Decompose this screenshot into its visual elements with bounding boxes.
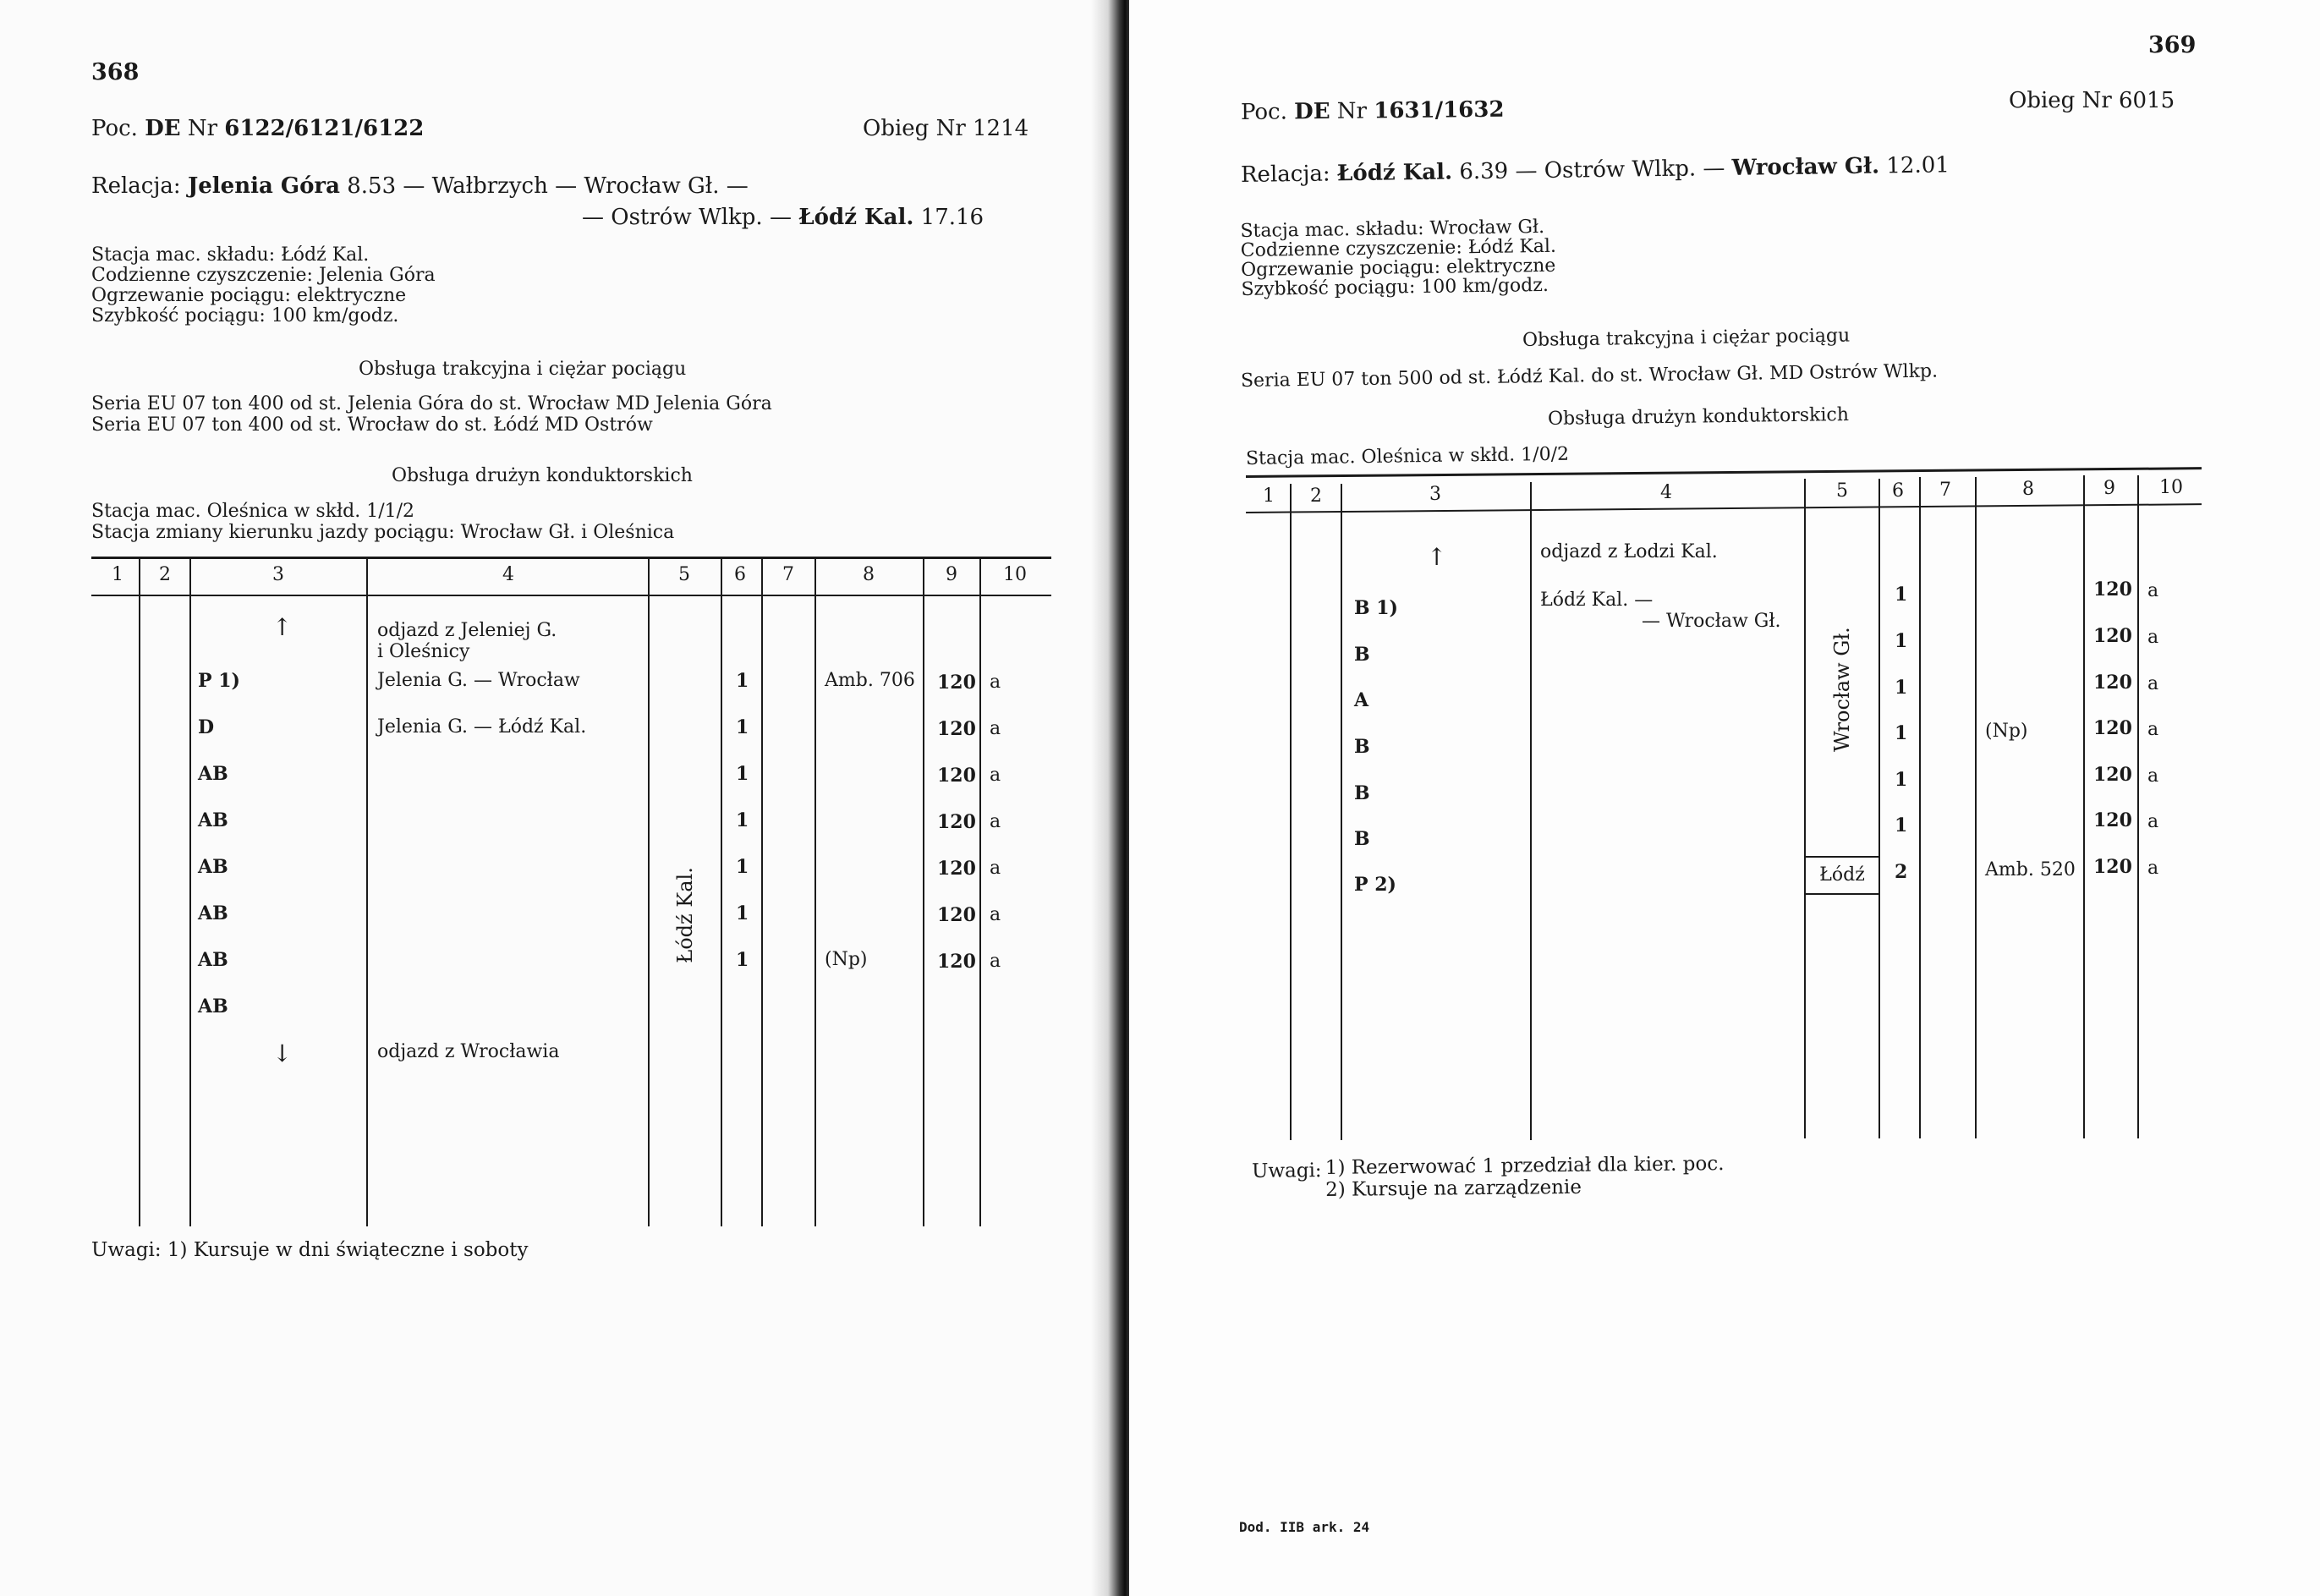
car-code: a: [990, 904, 1001, 925]
relacja-from: Łódź Kal.: [1336, 159, 1453, 187]
relacja-from: Jelenia Góra: [187, 173, 340, 199]
train-nr-label: Nr: [187, 116, 218, 141]
car-count: 1: [736, 670, 749, 692]
col5-station-box: Łódź: [1806, 856, 1878, 895]
crew-heading-left: Obsługa drużyn konduktorskich: [392, 465, 693, 486]
train-header-right: [1241, 97, 1505, 125]
right-page: [1129, 0, 2320, 1596]
crew-heading-right: Obsługa drużyn konduktorskich: [1547, 404, 1850, 430]
traction-line-right: Seria EU 07 ton 500 od st. Łódź Kal. do st. Wrocław Gł. MD Ostrów Wlkp.: [1240, 360, 1939, 392]
relacja-to: Łódź Kal.: [798, 205, 914, 230]
page-number-right: 369: [2148, 32, 2197, 58]
car-note: (Np): [1985, 721, 2028, 742]
info-line: Codzienne czyszczenie: Łódź Kal.: [1240, 235, 1557, 261]
car-code: a: [990, 765, 1001, 786]
traction-heading-left: Obsługa trakcyjna i ciężar pociągu: [359, 359, 687, 380]
info-line: Ogrzewanie pociągu: elektryczne: [1240, 255, 1556, 281]
car-count: 1: [1895, 769, 1908, 791]
car-speed: 120: [937, 672, 976, 694]
traction-line: Seria EU 07 ton 400 od st. Jelenia Góra do st. Wrocław MD Jelenia Góra: [91, 393, 772, 414]
car-class: AB: [198, 995, 228, 1017]
uwagi-line: 2) Kursuje na zarządzenie: [1325, 1176, 1582, 1201]
car-class: AB: [198, 949, 228, 971]
car-code: a: [2147, 673, 2159, 694]
info-line: Stacja mac. składu: Wrocław Gł.: [1240, 216, 1545, 243]
car-class: AB: [198, 809, 228, 831]
departure-note-top: odjazd z Łodzi Kal.: [1540, 541, 1718, 562]
departure-note-bottom: odjazd z Wrocławia: [377, 1041, 560, 1062]
car-code: a: [2147, 627, 2159, 648]
col-header-2: 2: [1310, 485, 1322, 507]
relacja-label: Relacja:: [91, 173, 181, 199]
car-class: AB: [198, 902, 228, 924]
train-type: DE: [1294, 98, 1330, 125]
car-count: 1: [1895, 630, 1908, 652]
relacja-line1-left: [91, 173, 749, 199]
relacja-line2-pre: — Ostrów Wlkp. —: [582, 205, 792, 230]
car-class: AB: [198, 763, 228, 785]
col5-vertical-station: Łódź Kal.: [673, 867, 697, 963]
car-class: B: [1354, 736, 1370, 758]
car-speed: 120: [2093, 717, 2132, 739]
car-code: a: [990, 858, 1001, 879]
col-header-7: 7: [782, 564, 794, 585]
car-code: a: [2147, 765, 2159, 787]
car-speed: 120: [2093, 579, 2132, 601]
info-block-right: [1240, 217, 1556, 299]
car-count: 1: [1895, 677, 1908, 699]
col-header-10: 10: [1003, 564, 1027, 585]
car-class: B: [1354, 644, 1370, 666]
crew-line: Stacja zmiany kierunku jazdy pociągu: Wrocław Gł. i Oleśnica: [91, 522, 675, 543]
car-count: 1: [736, 949, 749, 971]
car-count: 1: [1895, 722, 1908, 744]
col-header-3: 3: [272, 564, 284, 585]
col-header-4: 4: [502, 564, 514, 585]
relacja-line2-left: [582, 205, 984, 230]
left-page: [0, 0, 1125, 1596]
info-line: Ogrzewanie pociągu: elektryczne: [91, 285, 407, 306]
col-header-4: 4: [1660, 482, 1672, 503]
car-note: (Np): [825, 949, 868, 970]
relacja-mid: 6.39 — Ostrów Wlkp. —: [1459, 156, 1725, 185]
obieg-left: Obieg Nr 1214: [863, 116, 1029, 141]
info-line: Szybkość pociągu: 100 km/godz.: [91, 305, 399, 326]
relacja-label: Relacja:: [1240, 161, 1330, 188]
car-class: B 1): [1354, 597, 1398, 619]
car-count: 1: [736, 856, 749, 878]
car-note: Amb. 706: [825, 670, 915, 691]
relacja-to-time: 17.16: [920, 205, 984, 230]
traction-block-left: [91, 393, 772, 436]
arrow-down-icon: ↓: [272, 1039, 293, 1067]
crew-line-right: Stacja mac. Oleśnica w skłd. 1/0/2: [1245, 443, 1570, 469]
col-header-2: 2: [159, 564, 171, 585]
departure-note-top: odjazd z Jeleniej G. i Oleśnicy: [377, 620, 557, 662]
col-header-6: 6: [1892, 480, 1904, 502]
crew-line: Stacja mac. Oleśnica w skłd. 1/1/2: [91, 501, 415, 522]
car-speed: 120: [2093, 809, 2132, 831]
info-line: Szybkość pociągu: 100 km/godz.: [1241, 274, 1549, 300]
info-line: Codzienne czyszczenie: Jelenia Góra: [91, 265, 436, 286]
car-speed: 120: [2093, 764, 2132, 786]
car-code: a: [990, 672, 1001, 693]
col-header-8: 8: [2022, 479, 2034, 500]
car-code: a: [990, 718, 1001, 739]
car-speed: 120: [937, 904, 976, 926]
uwagi-lines-right: [1325, 1153, 1725, 1201]
car-speed: 120: [937, 951, 976, 973]
train-type: DE: [145, 116, 181, 141]
car-speed: 120: [2093, 856, 2132, 878]
car-class: B: [1354, 782, 1370, 804]
info-line: Stacja mac. składu: Łódź Kal.: [91, 244, 370, 266]
car-class: D: [198, 716, 215, 738]
car-code: a: [2147, 580, 2159, 601]
train-number: 6122/6121/6122: [224, 116, 425, 141]
traction-heading-right: Obsługa trakcyjna i ciężar pociągu: [1522, 325, 1851, 351]
car-speed: 120: [937, 765, 976, 787]
car-count: 1: [736, 716, 749, 738]
col-header-9: 9: [946, 564, 957, 585]
crew-block-left: [91, 501, 674, 543]
relacja-right: [1241, 152, 1950, 188]
car-route: Jelenia G. — Łódź Kal.: [377, 716, 587, 738]
car-route: Jelenia G. — Wrocław: [377, 670, 580, 691]
car-count: 1: [1895, 814, 1908, 836]
obieg-right: Obieg Nr 6015: [2009, 88, 2175, 113]
car-class: B: [1354, 828, 1370, 850]
col-header-5: 5: [1836, 480, 1848, 502]
car-count: 1: [736, 763, 749, 785]
uwagi-label: Uwagi:: [1251, 1160, 1322, 1182]
car-code: a: [2147, 811, 2159, 832]
relacja-to: Wrocław Gł.: [1731, 153, 1880, 181]
car-code: a: [990, 951, 1001, 972]
relacja-to-time: 12.01: [1886, 152, 1950, 179]
col-header-1: 1: [1263, 485, 1275, 507]
car-speed: 120: [937, 811, 976, 833]
col-header-8: 8: [863, 564, 875, 585]
car-count: 1: [736, 902, 749, 924]
page-number-left: 368: [91, 59, 140, 85]
info-block-left: [91, 245, 436, 326]
car-code: a: [2147, 719, 2159, 740]
train-prefix: Poc.: [91, 116, 138, 141]
col-header-10: 10: [2159, 477, 2183, 498]
train-header-left: [91, 116, 424, 141]
uwagi-right: [1252, 1160, 1322, 1182]
car-class: A: [1354, 689, 1369, 711]
car-speed: 120: [937, 858, 976, 880]
car-speed: 120: [2093, 625, 2132, 647]
car-count: 1: [736, 809, 749, 831]
traction-line: Seria EU 07 ton 400 od st. Wrocław do st. Łódź MD Ostrów: [91, 414, 653, 436]
car-code: a: [990, 811, 1001, 832]
uwagi-left: Uwagi: 1) Kursuje w dni świąteczne i soboty: [91, 1239, 529, 1261]
car-class: P 2): [1354, 874, 1396, 896]
arrow-up-icon: ↑: [1427, 543, 1447, 571]
col-header-9: 9: [2103, 478, 2115, 499]
col-header-1: 1: [112, 564, 123, 585]
col-header-3: 3: [1429, 484, 1441, 505]
arrow-up-icon: ↑: [272, 613, 293, 641]
relacja-rest: 8.53 — Wałbrzych — Wrocław Gł. —: [347, 173, 749, 199]
train-number: 1631/1632: [1374, 96, 1505, 124]
uwagi-line: 1) Rezerwować 1 przedział dla kier. poc.: [1325, 1153, 1725, 1179]
car-note: Amb. 520: [1985, 859, 2076, 880]
car-speed: 120: [2093, 672, 2132, 694]
car-code: a: [2147, 858, 2159, 879]
col-header-6: 6: [734, 564, 746, 585]
car-count: 2: [1895, 861, 1908, 883]
col5-vertical-station: Wrocław Gł.: [1830, 627, 1854, 752]
train-nr-label: Nr: [1336, 98, 1368, 124]
car-route: Łódź Kal. — — Wrocław Gł.: [1540, 590, 1781, 632]
car-count: 1: [1895, 584, 1908, 606]
col-header-5: 5: [678, 564, 690, 585]
col-header-7: 7: [1939, 480, 1951, 501]
car-speed: 120: [937, 718, 976, 740]
car-class: AB: [198, 856, 228, 878]
train-prefix: Poc.: [1240, 99, 1288, 125]
page-footer: Dod. IIB ark. 24: [1239, 1519, 1370, 1535]
car-class: P 1): [198, 670, 240, 692]
